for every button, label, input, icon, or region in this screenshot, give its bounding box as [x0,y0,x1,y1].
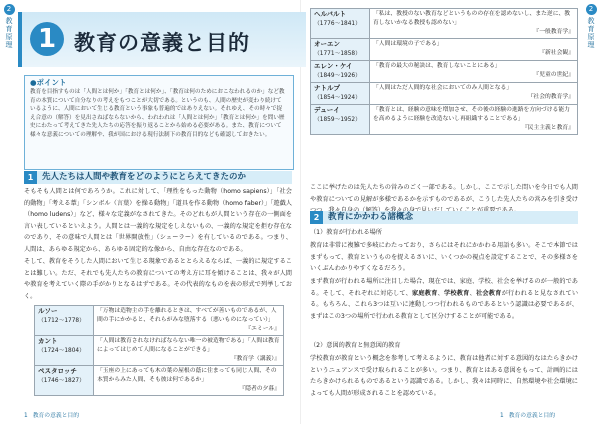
table-row [35,336,284,366]
footer-chapter-title: 教育の意義と目的 [508,413,556,419]
thinker-years: （1859～1952） [314,117,361,123]
side-tab-right [585,4,597,49]
thinker-quote: 「玉座の上にあっても木の葉の屋根の蔭に住まっても同じ人間、その本質からみた人間、そも彼は何であるか」 [97,368,277,383]
separator: 、 [437,289,444,297]
thinker-years: （1724～1804） [38,348,85,354]
thinker-years: （1849～1926） [314,73,361,79]
paragraph-text: が行われると見なされている。もちろん、これら3つは互いに連動しつつ行われるものであるという認識は必要であるが、まずはこの3つの場所で行われる教育として区分けすることが可能である。 [310,289,579,320]
section1-number: 1 [24,171,37,184]
thinker-quote: 「人間は教育されなければならない唯一の被造物である」「人間は教育によってはじめて人間になることができる」 [97,338,280,353]
section1-paragraph2: そして、教育をそうした人間において生じる現象であるととらえるならば、一義的に規定することは難しい。ただ、それでも先人たちの教育についての考え方に耳を傾けることは、我々が人間や教育を考えていく際の手がかりとなるはずである。その代表的なものを表の形式で列挙しておく。 [24,258,292,300]
section2-paragraph3: 学校教育が教育という概念を参考して考えるように、教育は他者に対する意図的なはたらきかけというニュアンスで受け取られることが多い。つまり、教育とはある意図をもって、計画的にはたらきかけられるものであるという認識である。しかし、我々は同時に、自然環境や社会環境によっても人間が形成されることを認めている。 [310,355,578,397]
thinker-years: （1746～1827） [38,378,85,384]
thinker-source: 『教育学（講義）』 [230,356,280,362]
chapter-number: 1 [30,22,64,56]
thinker-quote: 「万物は造物主の手を離れるときは、すべてが善いものであるが、人間の手にかかると、それらがみな堕落する（悪いものになってい）」 [97,308,277,323]
keyword-home-education: 家庭教育 [412,289,438,297]
table-row [311,83,578,105]
section2-subheading2: （2）意図的教育と無意図的教育 [310,342,401,349]
thinker-years: （1854～1924） [314,95,361,101]
section1-paragraph1: そもそも人間とは何であろうか。これに対して、「理性をもった動物（homo sapiens）」「社会的動物」「考える葦」「シンボル（言葉）を操る動物」「道具を作る動物（homo faber）」「遊戯人（homo ludens）」など、様々な定義がなされてきた。そのどれもが人間という存在の一側面を言い表しているといえよう。人間とは一義的な規定をしえないもの、一義的な規定を拒む存在なのであり、その意味で人間とは「世界開放性」（シェーラー）を有しているのである。つまり、人間は、あらゆる規定から、あらゆる固定的な像から、自由な存在なのである。 [24,188,292,253]
thinker-source: 『新社会観』 [539,50,574,56]
chapter-title: 教育の意義と目的 [74,31,250,55]
thinker-quote: 「人間は環境の子である」 [373,41,443,47]
thinker-name: エレン・ケイ [314,62,353,70]
table-row [311,61,578,83]
thinker-quote: 「教育の最大の秘訣は、教育しないことにある」 [373,63,501,69]
section1-title: 先人たちは人間や教育をどのようにとらえてきたのか [42,172,247,182]
section2-number: 2 [310,211,323,224]
separator: 、 [469,289,476,297]
table-row [35,366,284,396]
thinker-name: デューイ [314,106,340,114]
footer-chapter-number: 1 [24,413,28,419]
footer-left [24,410,79,419]
footer-chapter-title: 教育の意義と目的 [32,413,80,419]
keyword-social-education: 社会教育 [475,289,502,297]
thinkers-table-right [310,8,578,135]
thinkers-table-left [34,305,284,396]
thinker-source: 『エミール』 [245,326,280,332]
table-row [311,9,578,39]
thinker-source: 『隠者の夕暮』 [239,386,280,392]
paragraph-text: まず教育が行われる場所に注目した場合、現在では、家庭、学校、社会を挙げるのが一般的である。そして、それぞれに対応して、 [310,278,578,297]
thinker-name: カント [38,337,58,345]
point-title: ●ポイント [30,78,67,87]
table-row [35,306,284,336]
thinker-source: 『民主主義と教育』 [521,125,574,131]
side-tab-number: 2 [4,4,15,15]
thinker-years: （1776～1841） [314,21,361,27]
footer-right [500,410,555,419]
table-row [311,105,578,135]
thinker-name: オーエン [314,40,340,48]
thinker-name: ルソー [38,307,58,315]
section2-paragraph1: 教育は非常に複雑で多岐にわたっており、さらにはそれにかかわる用語も多い。そこで本節ではまずもって、教育というものを捉えるさいに、いくつかの視点を設定することで、その多様さをいくぶんわかりやすくなるだろう。 [310,242,578,273]
table-row [311,39,578,61]
footer-chapter-number: 1 [500,413,504,419]
side-tab-number: 2 [586,4,597,15]
keyword-school-education: 学校教育 [444,289,470,297]
thinker-quote: 「人間はただ人間的な社会においてのみ人間となる」 [373,85,513,91]
section2-paragraph2 [310,276,578,322]
side-tab-label: 教育原理 [5,17,13,49]
thinker-name: ペスタロッチ [38,367,77,375]
thinker-quote: 「教育とは、経験の意味を増加させ、その後の経験の進路を方向づける能力を高めるように経験を改造ないし再組織することである」 [373,107,570,122]
thinker-years: （1771～1858） [314,51,361,57]
thinker-source: 『一般教育学』 [533,29,574,35]
point-text: 教育を目指すものは「人間とは何か」「教育とは何か」、「教育は何のためにおこなわれるのか」など教育の本質について自分なりの考えをもつことが大切である。というのも、人間の歴史が変わり続けているように、人間において生じる教育という事象も普遍的ではありえない。それゆえ、その時々で捉え合意の（解答）を見出さねばならないから、われわれは「人間とは何か」「教育とは何か」を問い歴史にわたって考えてきた先人たちの応答を振り返ることから始める必要がある。また、教育について様々な意義についての理解や、我が国における現行法制下の教育目的なども確認しておきたい。 [30,89,285,138]
right-intro-paragraph: ここに挙げたのは先人たちの営みのごく一部である。しかし、ここで示した問いを今日でも人間や教育についての見解が多様であるかを示すものであるが、こうした先人たちの営みを引き受け [310,184,578,203]
thinker-name: ヘルバルト [314,10,347,18]
thinker-name: ナトルプ [314,84,340,92]
thinker-years: （1712～1778） [38,318,85,324]
thinker-source: 『社会的教育学』 [527,94,574,100]
thinker-source: 『児童の世紀』 [533,72,574,78]
thinker-quote: 「私は、教授のない教育などというものの存在を認めないし、また逆に、教育しないかなる教授も認めない」 [373,11,571,26]
side-tab-label: 教育原理 [587,17,595,49]
side-tab-left [3,4,15,49]
section2-title: 教育にかかわる諸概念 [328,212,414,222]
section2-subheading1: （1）教育が行われる場所 [310,229,382,236]
